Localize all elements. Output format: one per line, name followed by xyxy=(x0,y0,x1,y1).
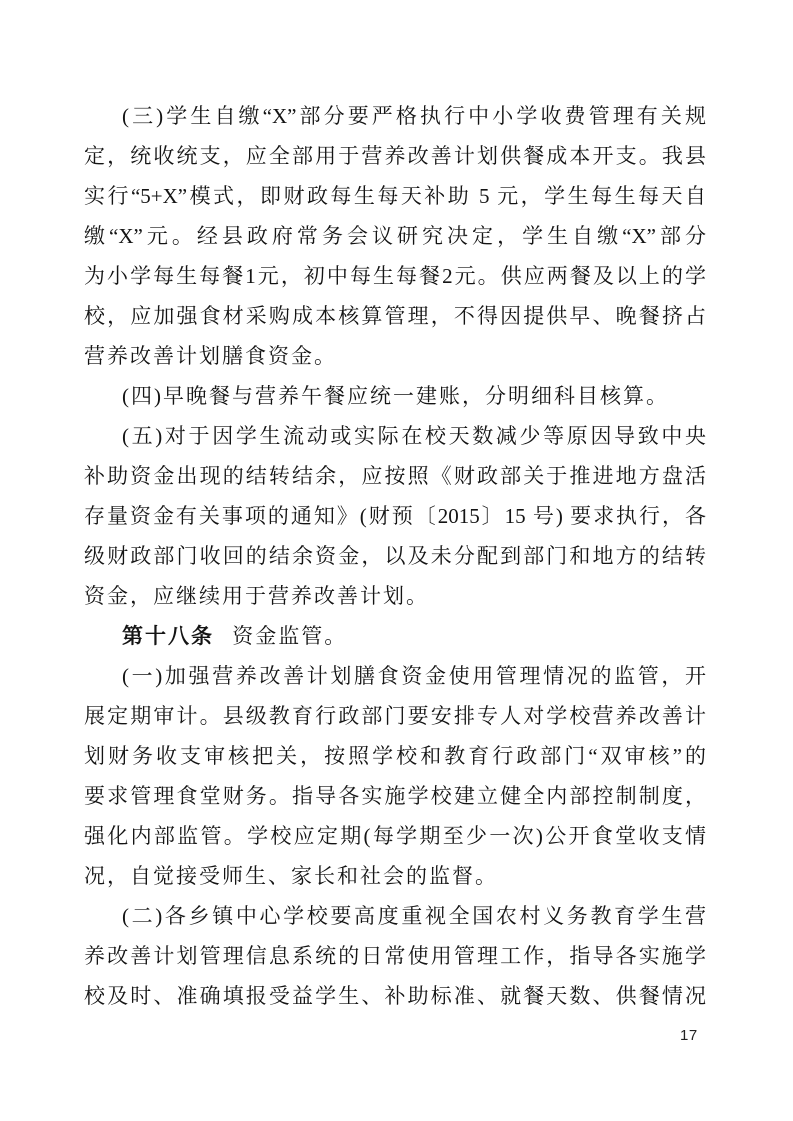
paragraph-item-5 xyxy=(84,416,706,616)
text-line: (四)早晚餐与营养午餐应统一建账，分明细科目核算。 xyxy=(122,384,669,408)
text-line: (三)学生自缴“X”部分要严格执行中小学收费管理有关规 xyxy=(122,104,706,128)
document-body xyxy=(84,96,706,1016)
text-line: 校，应加强食材采购成本核算管理，不得因提供早、晚餐挤占 xyxy=(84,304,706,328)
text-line: 强化内部监管。学校应定期(每学期至少一次)公开食堂收支情 xyxy=(84,824,706,848)
paragraph-item-2 xyxy=(84,896,706,1016)
text-line: 况，自觉接受师生、家长和社会的监督。 xyxy=(84,864,498,888)
paragraph-item-3 xyxy=(84,96,706,376)
text-line: (二)各乡镇中心学校要高度重视全国农村义务教育学生营 xyxy=(122,904,706,928)
text-line: 校及时、准确填报受益学生、补助标准、就餐天数、供餐情况 xyxy=(84,984,706,1008)
text-line: 存量资金有关事项的通知》(财预〔2015〕15 号) 要求执行，各 xyxy=(84,504,706,528)
heading-line xyxy=(84,616,706,656)
article-title: 资金监管。 xyxy=(232,624,348,648)
paragraph-item-1 xyxy=(84,656,706,896)
paragraph-item-4 xyxy=(84,376,706,416)
text-line: 为小学每生每餐1元，初中每生每餐2元。供应两餐及以上的学 xyxy=(84,264,706,288)
text-line: (五)对于因学生流动或实际在校天数减少等原因导致中央 xyxy=(122,424,706,448)
text-line: 定，统收统支，应全部用于营养改善计划供餐成本开支。我县 xyxy=(84,144,706,168)
text-line: 要求管理食堂财务。指导各实施学校建立健全内部控制制度， xyxy=(84,784,706,808)
text-line: 级财政部门收回的结余资金，以及未分配到部门和地方的结转 xyxy=(84,544,706,568)
article-heading xyxy=(84,616,706,656)
article-number: 第十八条 xyxy=(122,624,214,648)
text-line: 展定期审计。县级教育行政部门要安排专人对学校营养改善计 xyxy=(84,704,706,728)
text-line: 实行“5+X”模式，即财政每生每天补助 5 元，学生每生每天自 xyxy=(84,184,706,208)
page-number: 17 xyxy=(680,1027,698,1044)
text-line: 补助资金出现的结转结余，应按照《财政部关于推进地方盘活 xyxy=(84,464,706,488)
text-line: 营养改善计划膳食资金。 xyxy=(84,344,337,368)
text-line: (一)加强营养改善计划膳食资金使用管理情况的监管，开 xyxy=(122,664,706,688)
text-line: 养改善计划管理信息系统的日常使用管理工作，指导各实施学 xyxy=(84,944,706,968)
text-line: 资金，应继续用于营养改善计划。 xyxy=(84,584,429,608)
text-line: 缴“X”元。经县政府常务会议研究决定，学生自缴“X”部分 xyxy=(84,224,706,248)
text-line: 划财务收支审核把关，按照学校和教育行政部门“双审核”的 xyxy=(84,744,706,768)
